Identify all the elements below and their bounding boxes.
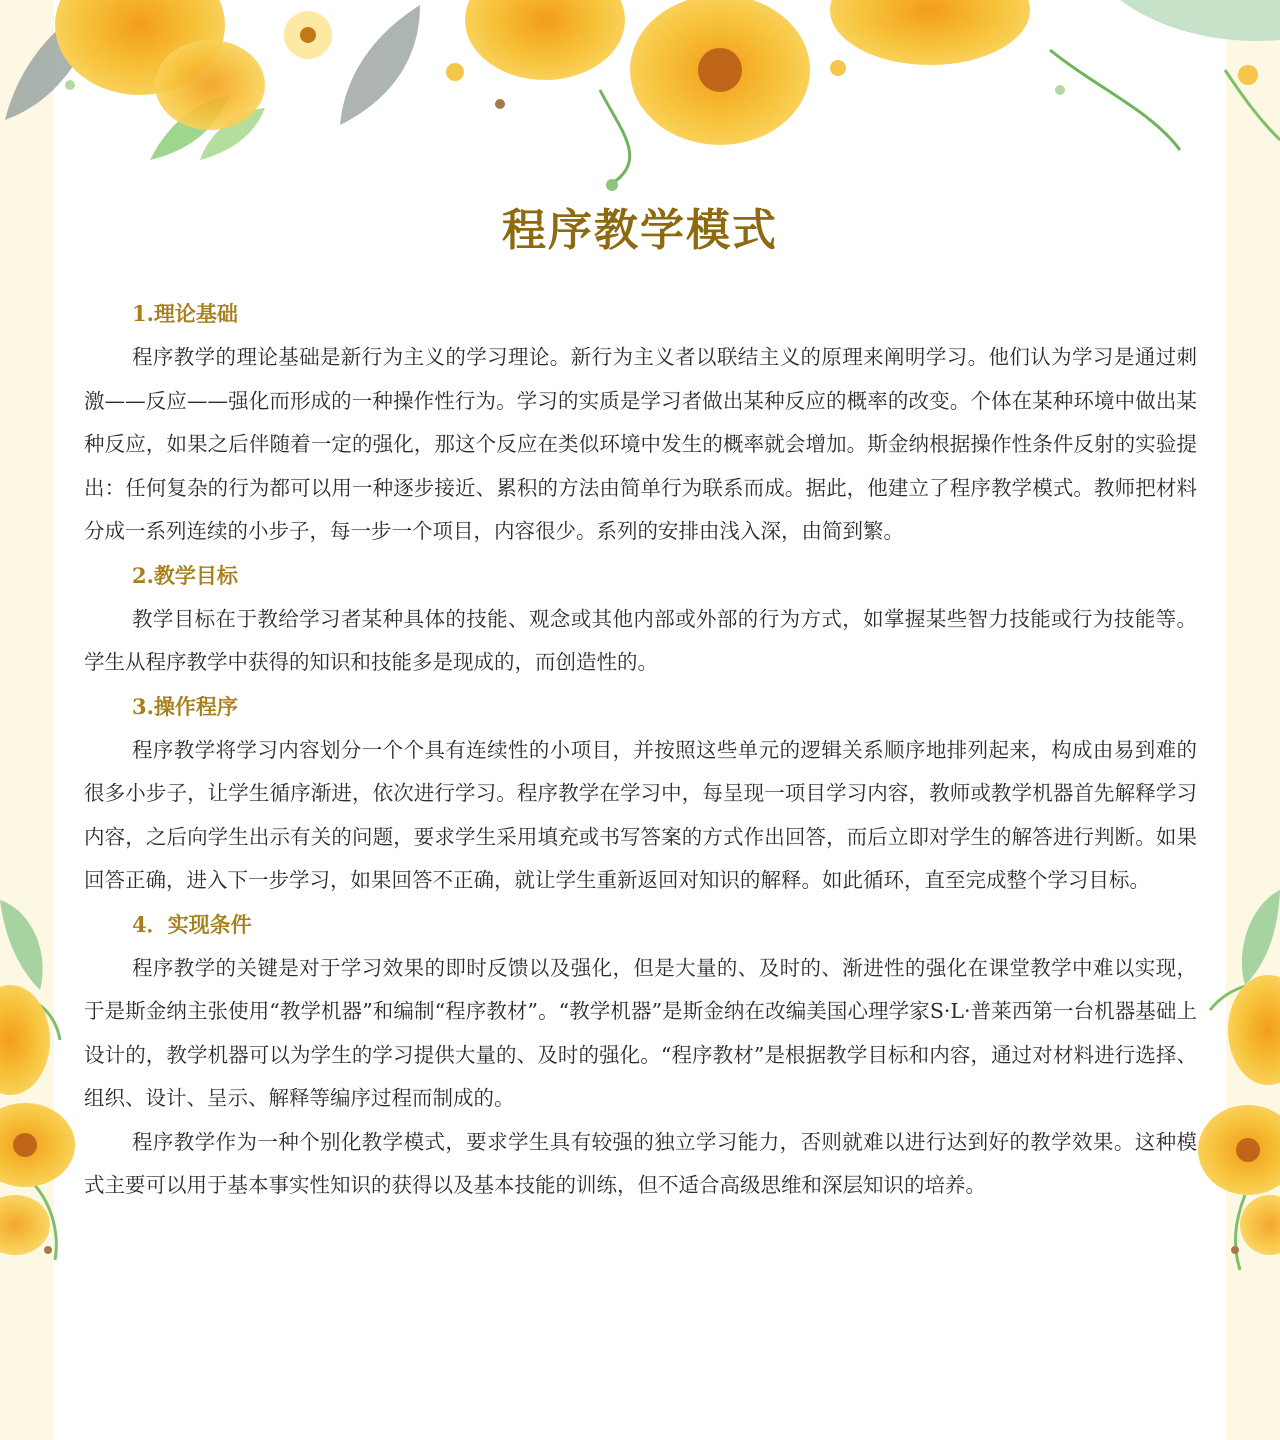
section-paragraph: 程序教学作为一种个别化教学模式，要求学生具有较强的独立学习能力，否则就难以进行达到好的教学效果。这种模式主要可以用于基本事实性知识的获得以及基本技能的训练，但不适合高级思维和深层知识的培养。	[84, 1129, 1197, 1197]
section-heading: 2.教学目标	[132, 562, 238, 588]
section-goal	[84, 554, 1197, 685]
section-paragraph: 程序教学的理论基础是新行为主义的学习理论。新行为主义者以联结主义的原理来阐明学习。他们认为学习是通过刺激——反应——强化而形成的一种操作性行为。学习的实质是学习者做出某种反应的概率的改变。个体在某种环境中做出某种反应，如果之后伴随着一定的强化，那这个反应在类似环境中发生的概率就会增加。斯金纳根据操作性条件反射的实验提出：任何复杂的行为都可以用一种逐步接近、累积的方法由简单行为联系而成。据此，他建立了程序教学模式。教师把材料分成一系列连续的小步子，每一步一个项目，内容很少。系列的安排由浅入深，由简到繁。	[84, 345, 1197, 543]
section-theory	[84, 292, 1197, 554]
section-paragraph: 教学目标在于教给学习者某种具体的技能、观念或其他内部或外部的行为方式，如掌握某些智力技能或行为技能等。学生从程序教学中获得的知识和技能多是现成的，而创造性的。	[84, 606, 1197, 674]
page-title: 程序教学模式	[502, 205, 778, 256]
section-paragraph: 程序教学将学习内容划分一个个具有连续性的小项目，并按照这些单元的逻辑关系顺序地排列起来，构成由易到难的很多小步子，让学生循序渐进，依次进行学习。程序教学在学习中，每呈现一项目学习内容，教师或教学机器首先解释学习内容，之后向学生出示有关的问题，要求学生采用填充或书写答案的方式作出回答，而后立即对学生的解答进行判断。如果回答正确，进入下一步学习，如果回答不正确，就让学生重新返回对知识的解释。如此循环，直至完成整个学习目标。	[84, 737, 1197, 892]
section-paragraph: 程序教学的关键是对于学习效果的即时反馈以及强化，但是大量的、及时的、渐进性的强化在课堂教学中难以实现，于是斯金纳主张使用“教学机器”和编制“程序教材”。“教学机器”是斯金纳在改编美国心理学家S·L·普莱西第一台机器基础上设计的，教学机器可以为学生的学习提供大量的、及时的强化。“程序教材”是根据教学目标和内容，通过对材料进行选择、组织、设计、呈示、解释等编序过程而制成的。	[84, 955, 1197, 1110]
section-heading: 4．实现条件	[132, 911, 252, 937]
section-conditions	[84, 903, 1197, 1208]
article-body	[84, 292, 1197, 1208]
section-heading: 3.操作程序	[132, 693, 238, 719]
leaf-icon	[0, 900, 60, 1260]
section-heading: 1.理论基础	[132, 301, 238, 326]
section-procedure	[84, 685, 1197, 903]
